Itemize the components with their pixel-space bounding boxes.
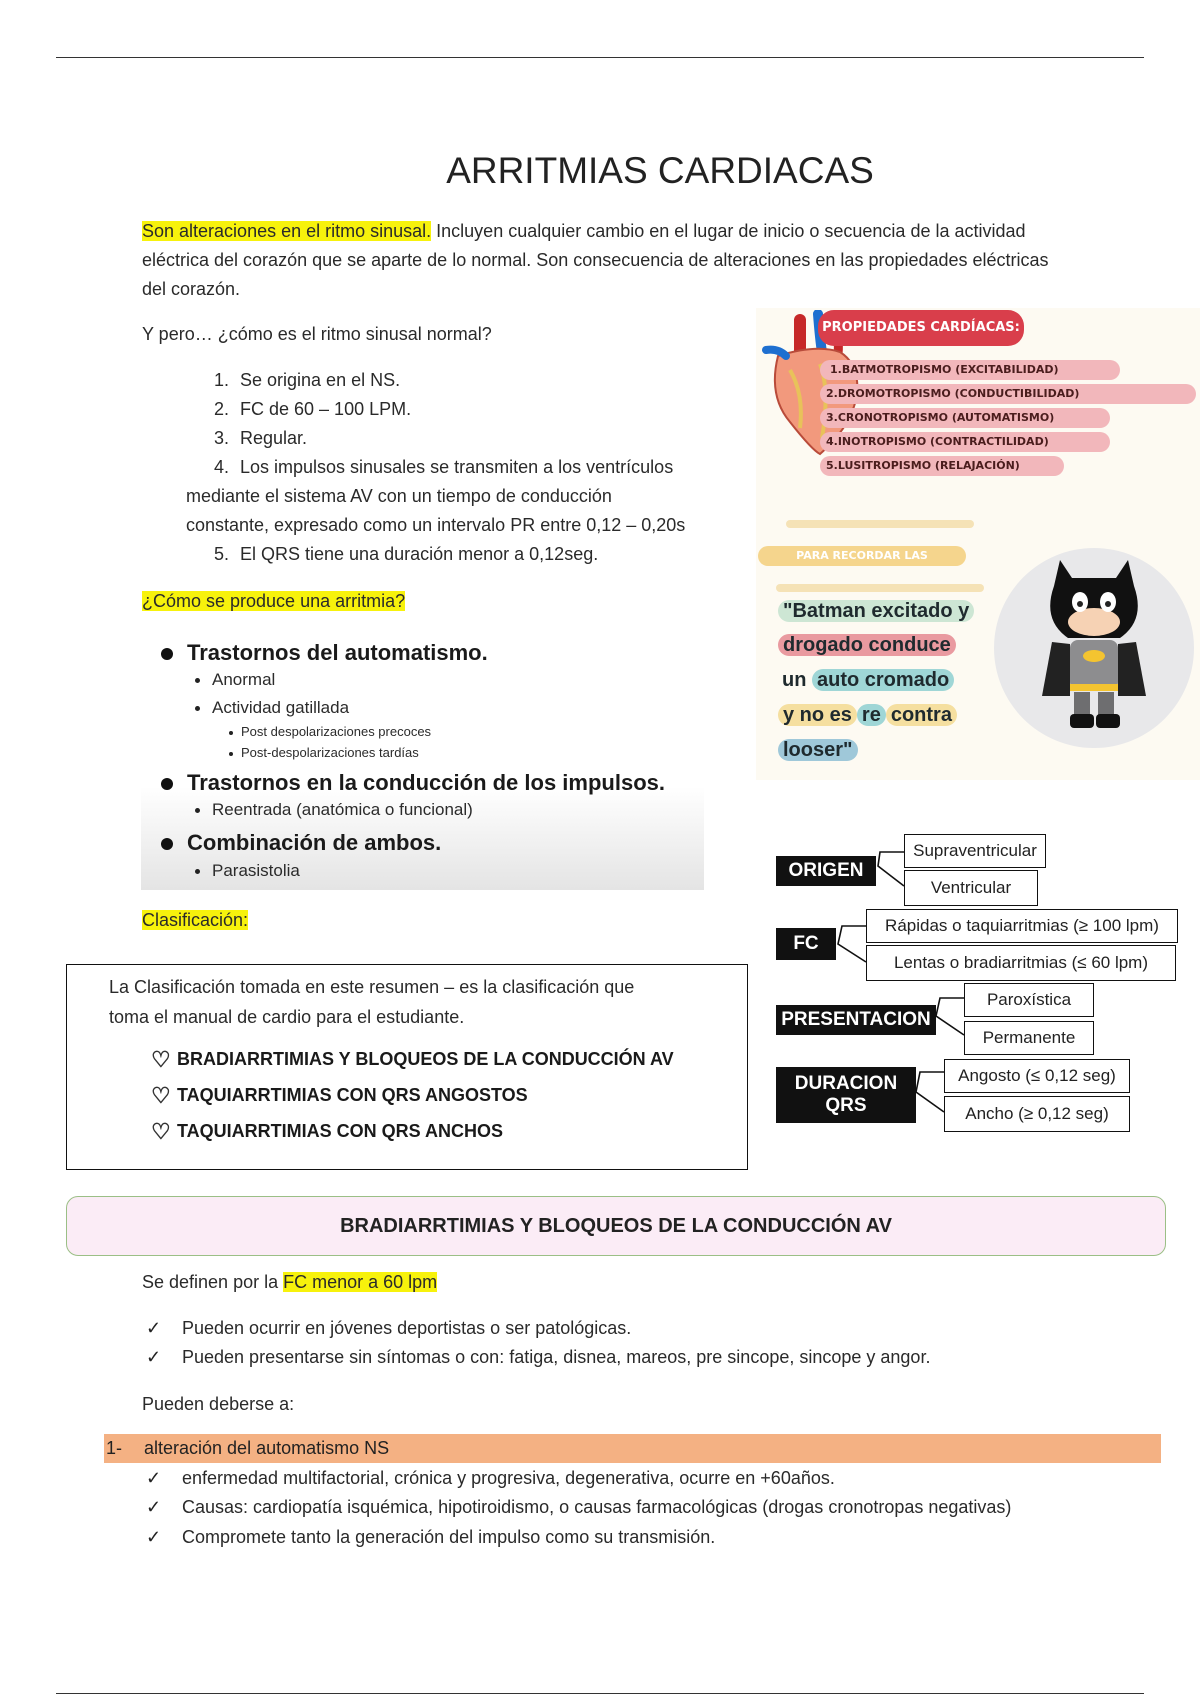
intro-paragraph [142,217,1172,304]
mnemonic-label: PARA RECORDAR LAS [758,546,966,566]
diagram-leaf-rapidas: Rápidas o taquiarritmias (≥ 100 lpm) [866,909,1178,943]
diagram-leaf-permanente: Permanente [964,1021,1094,1055]
subsection-check: ✓ enfermedad multifactorial, crónica y progresiva, degenerativa, ocurre en +60años. [146,1464,835,1493]
how-question: ¿Cómo se produce una arritmia? [142,591,406,611]
mnemonic-line: drogado conduce [778,634,956,657]
property-item: 5.LUSITROPISMO (RELAJACIÓN) [820,456,1064,476]
bullet-icon [195,808,200,813]
diagram-leaf-angosto: Angosto (≤ 0,12 seg) [944,1059,1130,1093]
intro-highlight: Son alteraciones en el ritmo sinusal. [142,221,432,241]
heart-check-icon: ♡ [151,1083,171,1108]
checkmark-icon: ✓ [146,1527,162,1547]
diagram-leaf-paroxistica: Paroxística [964,983,1094,1017]
bullet-icon [161,838,173,850]
mechanisms-box [141,632,704,890]
properties-header: PROPIEDADES CARDÍACAS: [818,310,1024,346]
mechanism-combination: Combinación de ambos. [161,830,441,856]
diagram-node-origen: ORIGEN [776,856,876,886]
bullet-icon [161,778,173,790]
normal-rhythm-list [186,366,754,569]
intro-line2: eléctrica del corazón que se aparte de lo normal. Son consecuencia de alteraciones en las propiedades eléctricas [142,250,1049,270]
mechanism-triggered: Actividad gatillada [195,698,349,718]
heart-check-icon: ♡ [151,1047,171,1072]
diagram-node-duracion-qrs: DURACION QRS [776,1067,916,1123]
list-item: 5. El QRS tiene una duración menor a 0,12seg. [214,544,599,564]
classification-box [66,964,748,1170]
diagram-leaf-lentas: Lentas o bradiarritmias (≤ 60 lpm) [866,945,1176,981]
page-title: ARRITMIAS CARDIACAS [446,150,874,191]
mnemonic-line: "Batman excitado y [778,600,974,623]
mnemonic-line: y no es re contra [778,704,957,727]
mnemonic-line: looser" [778,739,858,762]
checkmark-icon: ✓ [146,1347,162,1367]
list-item-continuation: mediante el sistema AV con un tiempo de conducción [186,486,612,506]
mechanism-abnormal: Anormal [195,670,275,690]
list-item: 3. Regular. [214,428,308,448]
property-item: 2.DROMOTROPISMO (CONDUCTIBILIDAD) [820,384,1196,404]
top-rule [56,57,1144,58]
section-definition: Se definen por la FC menor a 60 lpm [142,1272,438,1292]
bullet-icon [195,678,200,683]
subsection-check: ✓ Causas: cardiopatía isquémica, hipotiroidismo, o causas farmacológicas (drogas cronotropas negativas) [146,1493,1011,1522]
subsection-check: ✓ Compromete tanto la generación del impulso como su transmisión. [146,1523,715,1552]
classification-line1: La Clasificación tomada en este resumen – es la clasificación que [109,977,635,997]
list-item-continuation: constante, expresado como un intervalo PR entre 0,12 – 0,20s [186,515,686,535]
diagram-leaf-ancho: Ancho (≥ 0,12 seg) [944,1096,1130,1132]
mechanism-conduction: Trastornos en la conducción de los impulsos. [161,770,665,796]
mechanism-parasystole: Parasistolia [195,861,300,881]
intro-line1: Incluyen cualquier cambio en el lugar de inicio o secuencia de la actividad [431,221,1026,241]
checkmark-icon: ✓ [146,1497,162,1517]
property-item: 3.CRONOTROPISMO (AUTOMATISMO) [820,408,1110,428]
section-header: BRADIARRTIMIAS Y BLOQUEOS DE LA CONDUCCIÓN AV [66,1196,1166,1256]
intro-line3: del corazón. [142,279,241,299]
bullet-icon [195,706,200,711]
cardiac-properties-panel [756,308,1200,780]
classification-line2: toma el manual de cardio para el estudiante. [109,1007,465,1027]
bullet-icon [229,752,233,756]
normal-rhythm-question: Y pero… ¿cómo es el ritmo sinusal normal? [142,324,492,344]
section-check: ✓ Pueden ocurrir en jóvenes deportistas o ser patológicas. [146,1314,631,1343]
bottom-rule [56,1693,1144,1694]
list-item: 2. FC de 60 – 100 LPM. [214,399,412,419]
property-item: 1.BATMOTROPISMO (EXCITABILIDAD) [820,360,1120,380]
bullet-icon [229,731,233,735]
diagram-leaf-supraventricular: Supraventricular [904,834,1046,868]
classification-item: ♡ TAQUIARRTIMIAS CON QRS ANCHOS [151,1119,503,1144]
batman-illustration-icon [990,546,1200,750]
diagram-leaf-ventricular: Ventricular [904,870,1038,906]
mechanism-early: Post despolarizaciones precoces [229,724,431,739]
section-check: ✓ Pueden presentarse sin síntomas o con: fatiga, disnea, mareos, pre sincope, sincope y angor. [146,1343,930,1372]
decorative-faded-band [786,520,974,528]
diagram-node-fc: FC [776,928,836,960]
diagram-node-presentacion: PRESENTACION [776,1005,936,1035]
decorative-faded-band [776,584,984,592]
property-item: 4.INOTROPISMO (CONTRACTILIDAD) [820,432,1110,452]
list-item: 4. Los impulsos sinusales se transmiten a los ventrículos [214,457,674,477]
checkmark-icon: ✓ [146,1318,162,1338]
mnemonic-line: un auto cromado [782,669,954,692]
subsection-bar: 1- alteración del automatismo NS [104,1434,1161,1463]
heart-check-icon: ♡ [151,1119,171,1144]
bullet-icon [195,869,200,874]
mechanism-late: Post-despolarizaciones tardías [229,745,419,760]
mechanism-reentry: Reentrada (anatómica o funcional) [195,800,473,820]
classification-label: Clasificación: [142,910,249,930]
bullet-icon [161,648,173,660]
classification-item: ♡ TAQUIARRTIMIAS CON QRS ANGOSTOS [151,1083,528,1108]
classification-item: ♡ BRADIARRTIMIAS Y BLOQUEOS DE LA CONDUCCIÓN AV [151,1047,674,1072]
checkmark-icon: ✓ [146,1468,162,1488]
mechanism-automatism: Trastornos del automatismo. [161,640,488,666]
list-item: 1. Se origina en el NS. [214,370,401,390]
section-due-to: Pueden deberse a: [142,1394,295,1414]
